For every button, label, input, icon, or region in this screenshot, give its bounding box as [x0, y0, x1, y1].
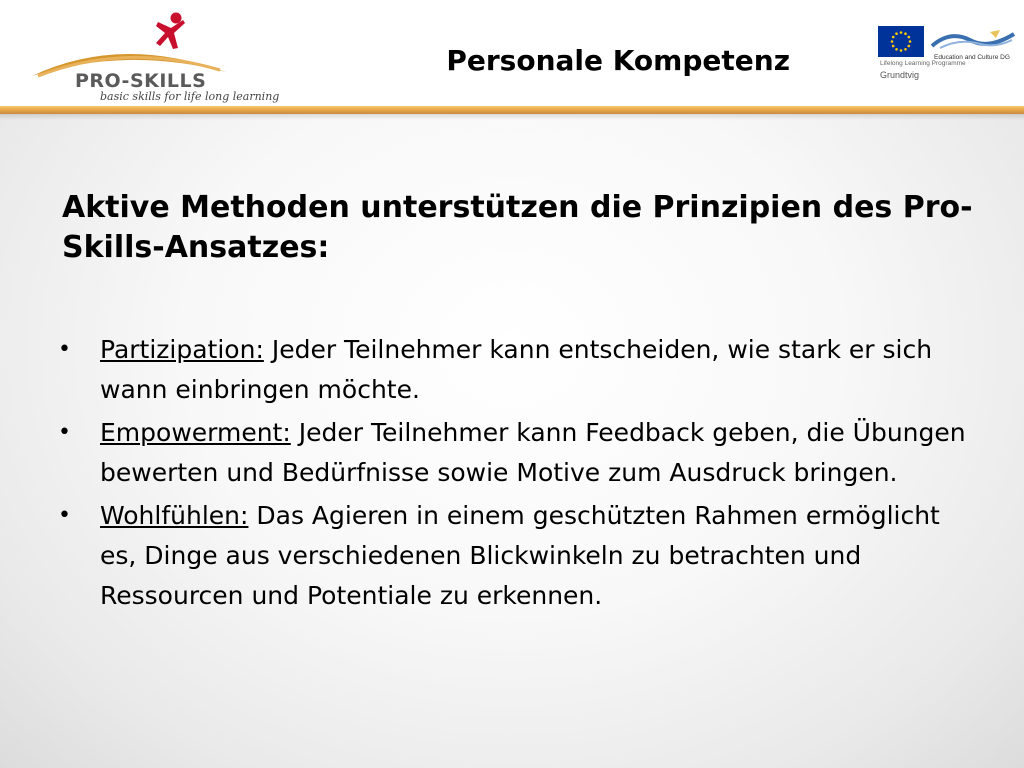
header-divider-shadow	[0, 114, 1024, 120]
education-culture-swoosh-icon	[930, 28, 1016, 52]
bullet-icon: •	[58, 420, 71, 445]
term-empowerment: Empowerment:	[100, 418, 291, 447]
list-item-empowerment	[58, 413, 978, 493]
term-participation: Partizipation:	[100, 335, 264, 364]
principles-list	[58, 330, 978, 619]
list-item-participation	[58, 330, 978, 410]
slide-title: Personale Kompetenz	[446, 44, 790, 77]
description-empowerment: Jeder Teilnehmer kann Feedback geben, die Übungen bewerten und Bedürfnisse sowie Motive zum Ausdruck bringen.	[100, 418, 966, 487]
pro-skills-logo	[30, 6, 280, 103]
term-wellbeing: Wohlfühlen:	[100, 501, 249, 530]
description-participation: Jeder Teilnehmer kann entscheiden, wie stark er sich wann einbringen möchte.	[100, 335, 933, 404]
slide-header	[0, 0, 1024, 108]
education-culture-label: Education and Culture DG	[934, 54, 1010, 61]
pro-skills-tagline: basic skills for life long learning	[100, 90, 280, 103]
bullet-icon: •	[58, 503, 71, 528]
pro-skills-wordmark: PRO-SKILLS	[75, 70, 207, 92]
eu-programme-logo	[878, 26, 1018, 86]
grundtvig-label: Grundtvig	[880, 70, 920, 80]
list-item-wellbeing	[58, 496, 978, 616]
header-divider	[0, 106, 1024, 114]
bullet-icon: •	[58, 337, 71, 362]
content-heading: Aktive Methoden unterstützen die Prinzipien des Pro-Skills-Ansatzes:	[62, 190, 973, 265]
llp-label: Lifelong Learning Programme	[880, 60, 966, 67]
eu-flag-icon	[878, 26, 924, 57]
description-wellbeing: Das Agieren in einem geschützten Rahmen ermöglicht es, Dinge aus verschiedenen Blickwinkeln zu betrachten und Ressourcen und Potentiale zu erkennen.	[100, 501, 940, 610]
